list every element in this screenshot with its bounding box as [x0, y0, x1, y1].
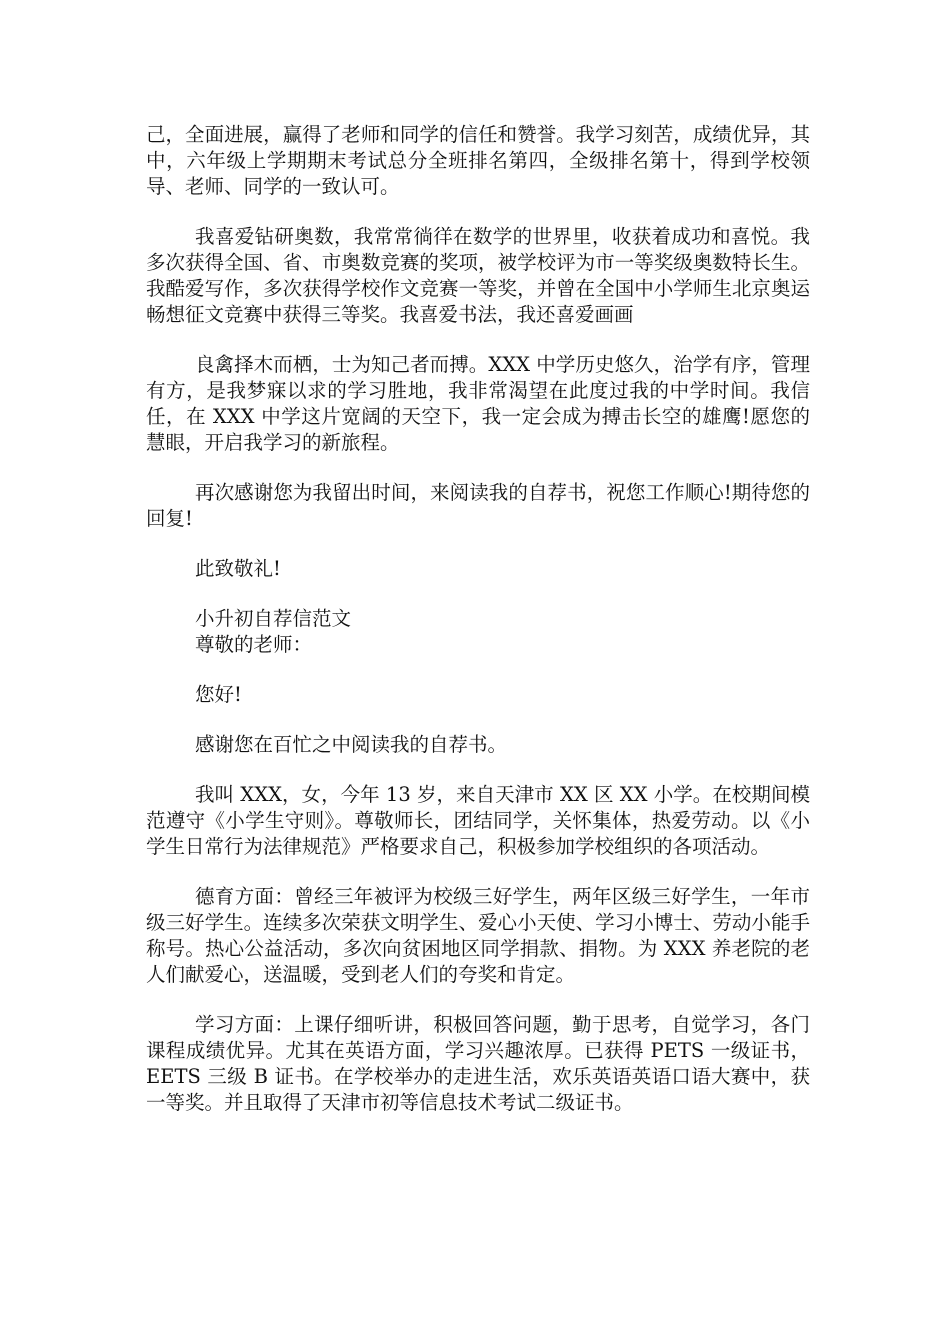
- paragraph: 德育方面：曾经三年被评为校级三好学生，两年区级三好学生，一年市级三好学生。连续多次荣获文明学生、爱心小天使、学习小博士、劳动小能手称号。热心公益活动，多次向贫困地区同学捐款、捐物。为 XXX 养老院的老人们献爱心，送温暖，受到老人们的夸奖和肯定。: [146, 885, 810, 986]
- letter-title: 小升初自荐信范文: [195, 607, 352, 630]
- paragraph: 再次感谢您为我留出时间，来阅读我的自荐书，祝您工作顺心!期待您的回复!: [146, 481, 810, 530]
- letter-greeting: 尊敬的老师：: [195, 633, 313, 656]
- paragraph: 您好!: [195, 683, 242, 706]
- paragraph: 我叫 XXX，女，今年 13 岁，来自天津市 XX 区 XX 小学。在校期间模范遵守《小学生守则》。尊敬师长，团结同学，关怀集体，热爱劳动。以《小学生日常行为法律规范》严格要求自己，积极参加学校组织的各项活动。: [146, 783, 810, 858]
- letter-heading: [146, 606, 810, 658]
- paragraph: 己，全面进展，赢得了老师和同学的信任和赞誉。我学习刻苦，成绩优异，其中，六年级上学期期末考试总分全班排名第四，全级排名第十，得到学校领导、老师、同学的一致认可。: [146, 123, 810, 198]
- closing-salutation: 此致敬礼!: [195, 557, 281, 580]
- paragraph: 感谢您在百忙之中阅读我的自荐书。: [195, 733, 508, 756]
- paragraph: 良禽择木而栖，士为知己者而搏。XXX 中学历史悠久，治学有序，管理有方，是我梦寐以求的学习胜地，我非常渴望在此度过我的中学时间。我信任，在 XXX 中学这片宽阔的天空下，我一定会成为搏击长空的雄鹰!愿您的慧眼，开启我学习的新旅程。: [146, 353, 810, 454]
- paragraph: 学习方面：上课仔细听讲，积极回答问题，勤于思考，自觉学习，各门课程成绩优异。尤其在英语方面，学习兴趣浓厚。已获得 PETS 一级证书，EETS 三级 B 证书。在学校举办的走进生活，欢乐英语英语口语大赛中，获一等奖。并且取得了天津市初等信息技术考试二级证书。: [146, 1013, 810, 1114]
- paragraph: 我喜爱钻研奥数，我常常徜徉在数学的世界里，收获着成功和喜悦。我多次获得全国、省、市奥数竞赛的奖项，被学校评为市一等奖级奥数特长生。我酷爱写作，多次获得学校作文竞赛一等奖，并曾在全国中小学师生北京奥运畅想征文竞赛中获得三等奖。我喜爱书法，我还喜爱画画: [146, 225, 810, 326]
